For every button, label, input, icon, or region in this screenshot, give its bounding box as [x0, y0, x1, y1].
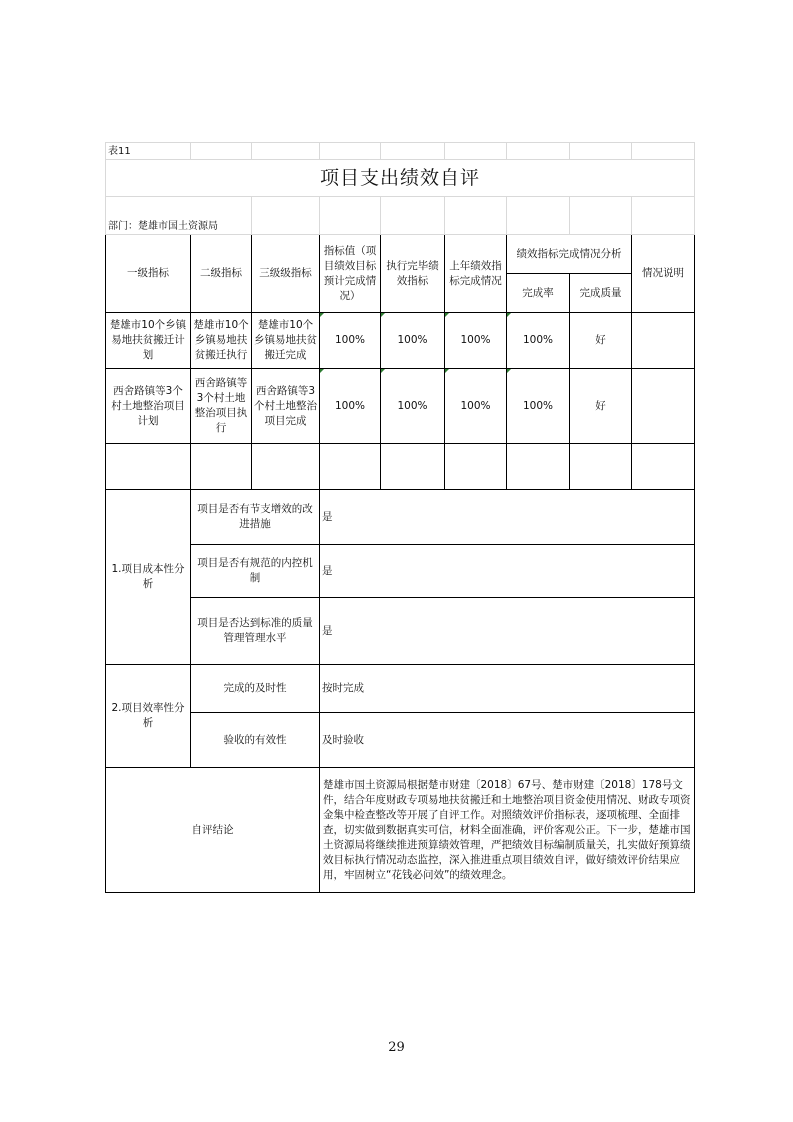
row2-rate: 100% — [507, 369, 570, 444]
row2-level2: 西舍路镇等3个村土地整治项目执行 — [191, 369, 252, 444]
row2-level1: 西舍路镇等3个村土地整治项目计划 — [106, 369, 191, 444]
cost-question-3: 项目是否达到标准的质量管理管理水平 — [191, 598, 320, 665]
empty-table-row — [106, 444, 695, 490]
header-remarks: 情况说明 — [632, 235, 695, 313]
efficiency-analysis-label: 2.项目效率性分析 — [106, 665, 191, 768]
row1-level2: 楚雄市10个乡镇易地扶贫搬迁执行 — [191, 313, 252, 369]
cost-question-1: 项目是否有节支增效的改进措施 — [191, 490, 320, 545]
cost-analysis-label: 1.项目成本性分析 — [106, 490, 191, 665]
table-row — [106, 369, 695, 444]
row1-level3: 楚雄市10个乡镇易地扶贫搬迁完成 — [252, 313, 320, 369]
cost-answer-3: 是 — [320, 598, 695, 665]
row1-level1: 楚雄市10个乡镇易地扶贫搬迁计划 — [106, 313, 191, 369]
header-level1: 一级指标 — [106, 235, 191, 313]
row2-last-year: 100% — [445, 369, 507, 444]
row1-remarks — [632, 313, 695, 369]
header-target: 指标值（项目绩效目标预计完成情况） — [320, 235, 381, 313]
page-title: 项目支出绩效自评 — [106, 160, 695, 197]
row1-rate: 100% — [507, 313, 570, 369]
header-completion-group: 绩效指标完成情况分析 — [507, 235, 632, 274]
table-label: 表11 — [106, 143, 191, 160]
row2-level3: 西舍路镇等3个村土地整治项目完成 — [252, 369, 320, 444]
department-label: 部门：楚雄市国土资源局 — [106, 197, 252, 235]
efficiency-question-1: 完成的及时性 — [191, 665, 320, 713]
conclusion-label: 自评结论 — [106, 768, 320, 893]
header-executed: 执行完毕绩效指标 — [381, 235, 445, 313]
row1-target: 100% — [320, 313, 381, 369]
header-level2: 二级指标 — [191, 235, 252, 313]
cost-answer-1: 是 — [320, 490, 695, 545]
efficiency-question-2: 验收的有效性 — [191, 713, 320, 768]
performance-self-evaluation-table — [105, 142, 695, 893]
row2-remarks — [632, 369, 695, 444]
efficiency-answer-1: 按时完成 — [320, 665, 695, 713]
conclusion-text: 楚雄市国土资源局根据楚市财建〔2018〕67号、楚市财建〔2018〕178号文件，结合年度财政专项易地扶贫搬迁和土地整治项目资金使用情况、财政专项资金集中检查整改等开展了自评工作。对照绩效评价指标表，逐项梳理、全面排查，切实做到数据真实可信，材料全面准确，评价客观公正。下一步，楚雄市国土资源局将继续推进预算绩效管理，严把绩效目标编制质量关，扎实做好预算绩效目标执行情况动态监控，深入推进重点项目绩效自评，做好绩效评价结果应用，牢固树立“花钱必问效”的绩效理念。 — [320, 768, 695, 893]
header-last-year: 上年绩效指标完成情况 — [445, 235, 507, 313]
cost-answer-2: 是 — [320, 545, 695, 598]
row1-last-year: 100% — [445, 313, 507, 369]
cost-question-2: 项目是否有规范的内控机制 — [191, 545, 320, 598]
header-completion-rate: 完成率 — [507, 274, 570, 313]
page-number: 29 — [388, 1040, 405, 1055]
table-row — [106, 313, 695, 369]
row2-executed: 100% — [381, 369, 445, 444]
efficiency-answer-2: 及时验收 — [320, 713, 695, 768]
row2-target: 100% — [320, 369, 381, 444]
header-level3: 三级级指标 — [252, 235, 320, 313]
row2-quality: 好 — [570, 369, 632, 444]
header-completion-quality: 完成质量 — [570, 274, 632, 313]
row1-quality: 好 — [570, 313, 632, 369]
row1-executed: 100% — [381, 313, 445, 369]
